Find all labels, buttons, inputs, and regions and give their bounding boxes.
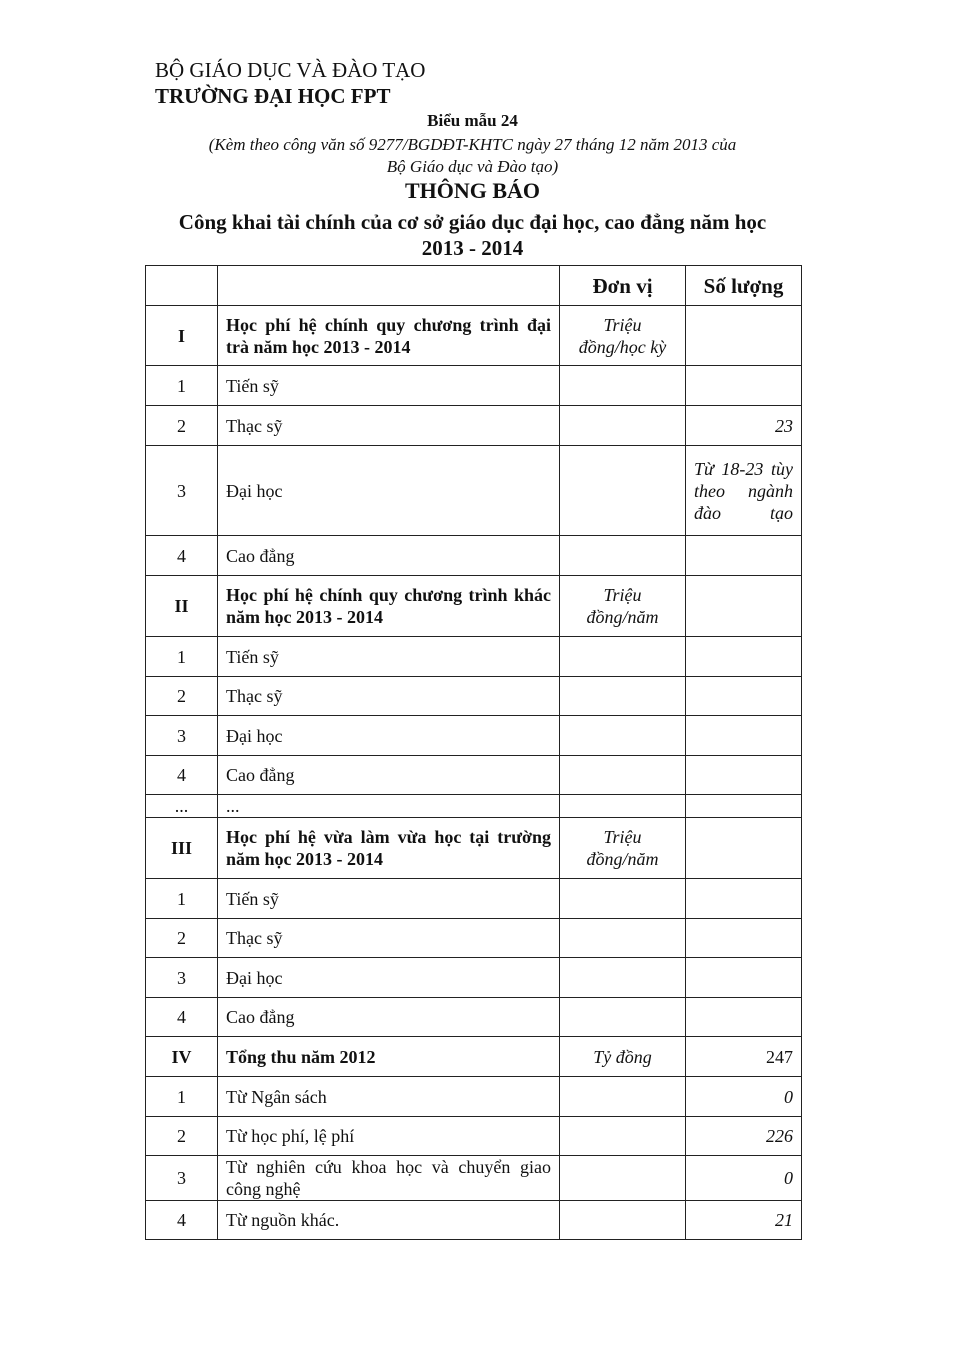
row-label: Thạc sỹ bbox=[218, 677, 560, 716]
section-row bbox=[146, 818, 802, 879]
row-unit bbox=[560, 1077, 686, 1117]
row-number: ... bbox=[146, 795, 218, 818]
form-number: Biểu mẫu 24 bbox=[427, 111, 518, 130]
row-quantity bbox=[686, 756, 802, 795]
table-row bbox=[146, 998, 802, 1037]
row-quantity bbox=[686, 879, 802, 919]
header-quantity: Số lượng bbox=[686, 266, 802, 306]
table-row bbox=[146, 1156, 802, 1201]
section-row bbox=[146, 576, 802, 637]
row-unit bbox=[560, 716, 686, 756]
notice-subject bbox=[145, 209, 800, 261]
section-number: II bbox=[146, 576, 218, 637]
section-unit: Tỷ đồng bbox=[560, 1037, 686, 1077]
row-quantity: Từ 18-23 tùy theo ngành đào tạo bbox=[686, 446, 802, 536]
row-number: 3 bbox=[146, 958, 218, 998]
row-quantity bbox=[686, 958, 802, 998]
row-unit bbox=[560, 406, 686, 446]
row-quantity bbox=[686, 795, 802, 818]
section-unit: Triệu đồng/năm bbox=[560, 576, 686, 637]
table-row bbox=[146, 446, 802, 536]
row-quantity bbox=[686, 998, 802, 1037]
table-row bbox=[146, 677, 802, 716]
row-unit bbox=[560, 536, 686, 576]
row-label: Cao đẳng bbox=[218, 998, 560, 1037]
row-unit bbox=[560, 958, 686, 998]
row-unit bbox=[560, 446, 686, 536]
row-label: Tiến sỹ bbox=[218, 879, 560, 919]
section-quantity bbox=[686, 818, 802, 879]
section-quantity bbox=[686, 306, 802, 366]
row-unit bbox=[560, 998, 686, 1037]
row-number: 1 bbox=[146, 637, 218, 677]
reference-note bbox=[145, 134, 800, 178]
row-unit bbox=[560, 1201, 686, 1240]
row-unit bbox=[560, 919, 686, 958]
row-quantity bbox=[686, 677, 802, 716]
table-row bbox=[146, 1201, 802, 1240]
header-cell-no bbox=[146, 266, 218, 306]
table-row bbox=[146, 958, 802, 998]
table-header-row bbox=[146, 266, 802, 306]
row-unit bbox=[560, 637, 686, 677]
row-unit bbox=[560, 1117, 686, 1156]
table-row bbox=[146, 756, 802, 795]
header-cell-item bbox=[218, 266, 560, 306]
row-label: Đại học bbox=[218, 716, 560, 756]
row-label: Cao đẳng bbox=[218, 756, 560, 795]
row-number: 3 bbox=[146, 446, 218, 536]
section-quantity bbox=[686, 576, 802, 637]
row-unit bbox=[560, 756, 686, 795]
row-quantity bbox=[686, 919, 802, 958]
row-quantity: 23 bbox=[686, 406, 802, 446]
row-label: Thạc sỹ bbox=[218, 919, 560, 958]
section-title: Học phí hệ vừa làm vừa học tại trường năm học 2013 - 2014 bbox=[218, 818, 560, 879]
table-row bbox=[146, 879, 802, 919]
section-title: Tổng thu năm 2012 bbox=[218, 1037, 560, 1077]
reference-line-2: Bộ Giáo dục và Đào tạo) bbox=[386, 157, 559, 176]
table-row bbox=[146, 1117, 802, 1156]
row-number: 2 bbox=[146, 919, 218, 958]
row-unit bbox=[560, 366, 686, 406]
notice-title: THÔNG BÁO bbox=[404, 178, 541, 203]
row-label: Thạc sỹ bbox=[218, 406, 560, 446]
table-row bbox=[146, 366, 802, 406]
row-number: 4 bbox=[146, 536, 218, 576]
row-number: 1 bbox=[146, 879, 218, 919]
section-number: III bbox=[146, 818, 218, 879]
section-title: Học phí hệ chính quy chương trình đại trà năm học 2013 - 2014 bbox=[218, 306, 560, 366]
row-label: Từ nghiên cứu khoa học và chuyển giao công nghệ bbox=[218, 1156, 560, 1201]
table-row bbox=[146, 637, 802, 677]
row-label: Từ học phí, lệ phí bbox=[218, 1117, 560, 1156]
row-label: Cao đẳng bbox=[218, 536, 560, 576]
table-row bbox=[146, 919, 802, 958]
row-quantity bbox=[686, 637, 802, 677]
row-number: 2 bbox=[146, 1117, 218, 1156]
row-quantity: 21 bbox=[686, 1201, 802, 1240]
row-label: Đại học bbox=[218, 958, 560, 998]
row-number: 1 bbox=[146, 366, 218, 406]
header-unit: Đơn vị bbox=[560, 266, 686, 306]
row-unit bbox=[560, 677, 686, 716]
subject-line-1: Công khai tài chính của cơ sở giáo dục đại học, cao đẳng năm học bbox=[178, 210, 767, 234]
section-title: Học phí hệ chính quy chương trình khác năm học 2013 - 2014 bbox=[218, 576, 560, 637]
row-quantity: 0 bbox=[686, 1156, 802, 1201]
ellipsis-row bbox=[146, 795, 802, 818]
row-number: 3 bbox=[146, 1156, 218, 1201]
row-number: 1 bbox=[146, 1077, 218, 1117]
row-label: Tiến sỹ bbox=[218, 366, 560, 406]
row-quantity: 0 bbox=[686, 1077, 802, 1117]
row-number: 3 bbox=[146, 716, 218, 756]
row-unit bbox=[560, 795, 686, 818]
row-label: ... bbox=[218, 795, 560, 818]
table-row bbox=[146, 1077, 802, 1117]
table-row bbox=[146, 406, 802, 446]
section-quantity: 247 bbox=[686, 1037, 802, 1077]
row-label: Từ Ngân sách bbox=[218, 1077, 560, 1117]
row-unit bbox=[560, 879, 686, 919]
row-quantity bbox=[686, 716, 802, 756]
row-quantity bbox=[686, 536, 802, 576]
row-quantity bbox=[686, 366, 802, 406]
row-number: 2 bbox=[146, 677, 218, 716]
section-row bbox=[146, 306, 802, 366]
row-number: 4 bbox=[146, 1201, 218, 1240]
table-row bbox=[146, 536, 802, 576]
row-number: 4 bbox=[146, 998, 218, 1037]
section-row bbox=[146, 1037, 802, 1077]
row-label: Tiến sỹ bbox=[218, 637, 560, 677]
row-label: Từ nguồn khác. bbox=[218, 1201, 560, 1240]
table-row bbox=[146, 716, 802, 756]
school-name: TRƯỜNG ĐẠI HỌC FPT bbox=[155, 84, 391, 108]
row-number: 4 bbox=[146, 756, 218, 795]
row-number: 2 bbox=[146, 406, 218, 446]
reference-line-1: (Kèm theo công văn số 9277/BGDĐT-KHTC ngày 27 tháng 12 năm 2013 của bbox=[208, 135, 737, 154]
subject-line-2: 2013 - 2014 bbox=[421, 236, 524, 260]
section-unit: Triệu đồng/năm bbox=[560, 818, 686, 879]
row-quantity: 226 bbox=[686, 1117, 802, 1156]
section-number: I bbox=[146, 306, 218, 366]
row-unit bbox=[560, 1156, 686, 1201]
row-label: Đại học bbox=[218, 446, 560, 536]
section-unit: Triệu đồng/học kỳ bbox=[560, 306, 686, 366]
ministry-name: BỘ GIÁO DỤC VÀ ĐÀO TẠO bbox=[155, 58, 426, 82]
section-number: IV bbox=[146, 1037, 218, 1077]
finance-table bbox=[145, 265, 802, 1240]
